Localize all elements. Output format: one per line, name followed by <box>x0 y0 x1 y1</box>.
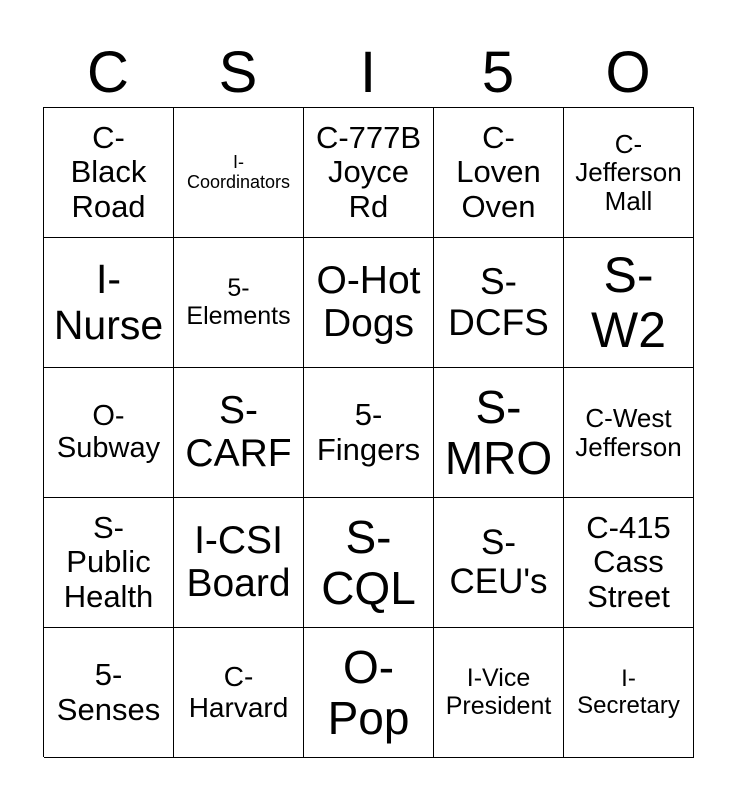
cell-text: S- CEU's <box>449 523 548 601</box>
bingo-cell[interactable] <box>434 108 564 238</box>
bingo-cell[interactable] <box>44 108 174 238</box>
cell-text: S- MRO <box>444 380 553 484</box>
bingo-cell[interactable] <box>174 368 304 498</box>
cell-text: O- Subway <box>56 399 161 464</box>
cell-text: S- Public Health <box>63 510 154 614</box>
cell-text: 5- Elements <box>186 274 291 330</box>
bingo-header <box>43 40 693 106</box>
bingo-cell[interactable] <box>434 628 564 758</box>
cell-text: O-Hot Dogs <box>316 258 421 345</box>
cell-text: S- DCFS <box>448 260 549 343</box>
header-letter: C <box>87 40 129 105</box>
bingo-cell[interactable] <box>304 108 434 238</box>
cell-text: C- Harvard <box>188 660 289 723</box>
bingo-cell[interactable] <box>44 238 174 368</box>
cell-text: I- Coordinators <box>186 151 291 192</box>
cell-text: C- Jefferson Mall <box>575 128 682 216</box>
bingo-cell[interactable] <box>564 628 694 758</box>
bingo-cell[interactable] <box>304 628 434 758</box>
cell-text: O- Pop <box>327 640 410 744</box>
bingo-cell[interactable] <box>44 498 174 628</box>
bingo-cell[interactable] <box>44 628 174 758</box>
bingo-cell[interactable] <box>564 108 694 238</box>
bingo-cell[interactable] <box>174 628 304 758</box>
bingo-cell[interactable] <box>564 238 694 368</box>
cell-text: S- W2 <box>591 246 666 358</box>
cell-text: S- CQL <box>321 510 416 614</box>
bingo-cell[interactable] <box>564 498 694 628</box>
cell-text: C-777B Joyce Rd <box>315 120 422 224</box>
bingo-cell[interactable] <box>44 368 174 498</box>
bingo-cell[interactable] <box>434 498 564 628</box>
bingo-grid <box>43 107 694 757</box>
cell-text: I-CSI Board <box>186 518 291 605</box>
bingo-cell[interactable] <box>304 498 434 628</box>
header-letter: O <box>605 40 651 105</box>
cell-text: C- Black Road <box>70 120 147 224</box>
cell-text: I- Nurse <box>53 256 164 348</box>
header-letter: I <box>359 40 377 105</box>
cell-text: 5- Senses <box>56 657 161 727</box>
bingo-cell[interactable] <box>174 108 304 238</box>
cell-text: I- Secretary <box>577 665 680 719</box>
cell-text: 5- Fingers <box>316 397 421 467</box>
header-letter: S <box>218 40 258 105</box>
bingo-cell[interactable] <box>174 238 304 368</box>
cell-text: C-West Jefferson <box>575 402 682 462</box>
bingo-cell[interactable] <box>304 238 434 368</box>
cell-text: C- Loven Oven <box>456 120 541 224</box>
cell-text: C-415 Cass Street <box>586 510 671 614</box>
bingo-cell[interactable] <box>564 368 694 498</box>
cell-text: I-Vice President <box>445 664 552 720</box>
header-letter: 5 <box>481 40 515 105</box>
bingo-cell[interactable] <box>304 368 434 498</box>
bingo-cell[interactable] <box>434 238 564 368</box>
bingo-cell[interactable] <box>434 368 564 498</box>
cell-text: S- CARF <box>185 388 292 475</box>
bingo-cell[interactable] <box>174 498 304 628</box>
